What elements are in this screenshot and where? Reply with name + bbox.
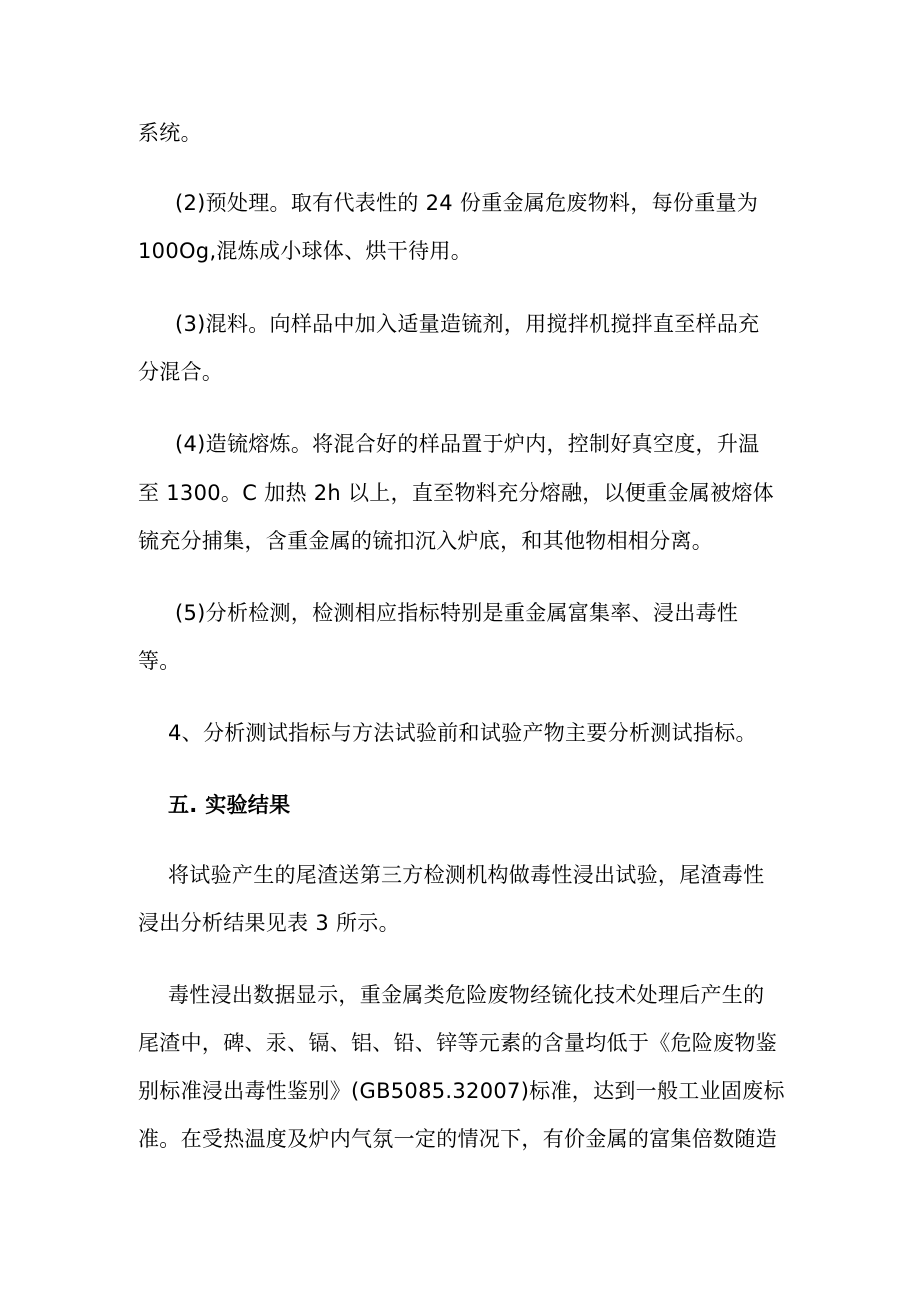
- text-line: 将试验产生的尾渣送第三方检测机构做毒性浸出试验，尾渣毒性: [168, 863, 765, 887]
- section-heading: 五. 实验结果: [168, 793, 291, 817]
- text-line: 浸出分析结果见表 3 所示。: [138, 911, 400, 935]
- text-line: 4、分析测试指标与方法试验前和试验产物主要分析测试指标。: [168, 721, 757, 745]
- text-line: 别标准浸出毒性鉴别》(GB5085.32007)标准，达到一般工业固废标: [138, 1079, 785, 1103]
- text-line: (3)混料。向样品中加入适量造锍剂，用搅拌机搅拌直至样品充: [175, 312, 760, 336]
- text-line: 等。: [138, 649, 181, 673]
- text-line: 准。在受热温度及炉内气氛一定的情况下，有价金属的富集倍数随造: [138, 1127, 777, 1151]
- text-line: 尾渣中，碑、汞、镉、铝、铅、锌等元素的含量均低于《危险废物鉴: [138, 1031, 777, 1055]
- text-line: (2)预处理。取有代表性的 24 份重金属危废物料，每份重量为: [175, 191, 759, 215]
- text-line: 锍充分捕集，含重金属的锍扣沉入炉底，和其他物相相分离。: [138, 529, 714, 553]
- text-line: (4)造锍熔炼。将混合好的样品置于炉内，控制好真空度，升温: [175, 432, 760, 456]
- text-line: (5)分析检测，检测相应指标特别是重金属富集率、浸出毒性: [175, 601, 739, 625]
- text-line: 至 1300。C 加热 2h 以上，直至物料充分熔融，以便重金属被熔体: [138, 481, 774, 505]
- text-line: 分混合。: [138, 360, 224, 384]
- text-line: 毒性浸出数据显示，重金属类危险废物经锍化技术处理后产生的: [168, 983, 765, 1007]
- text-line: 100Og,混炼成小球体、烘干待用。: [138, 239, 473, 263]
- text-line: 系统。: [138, 121, 202, 145]
